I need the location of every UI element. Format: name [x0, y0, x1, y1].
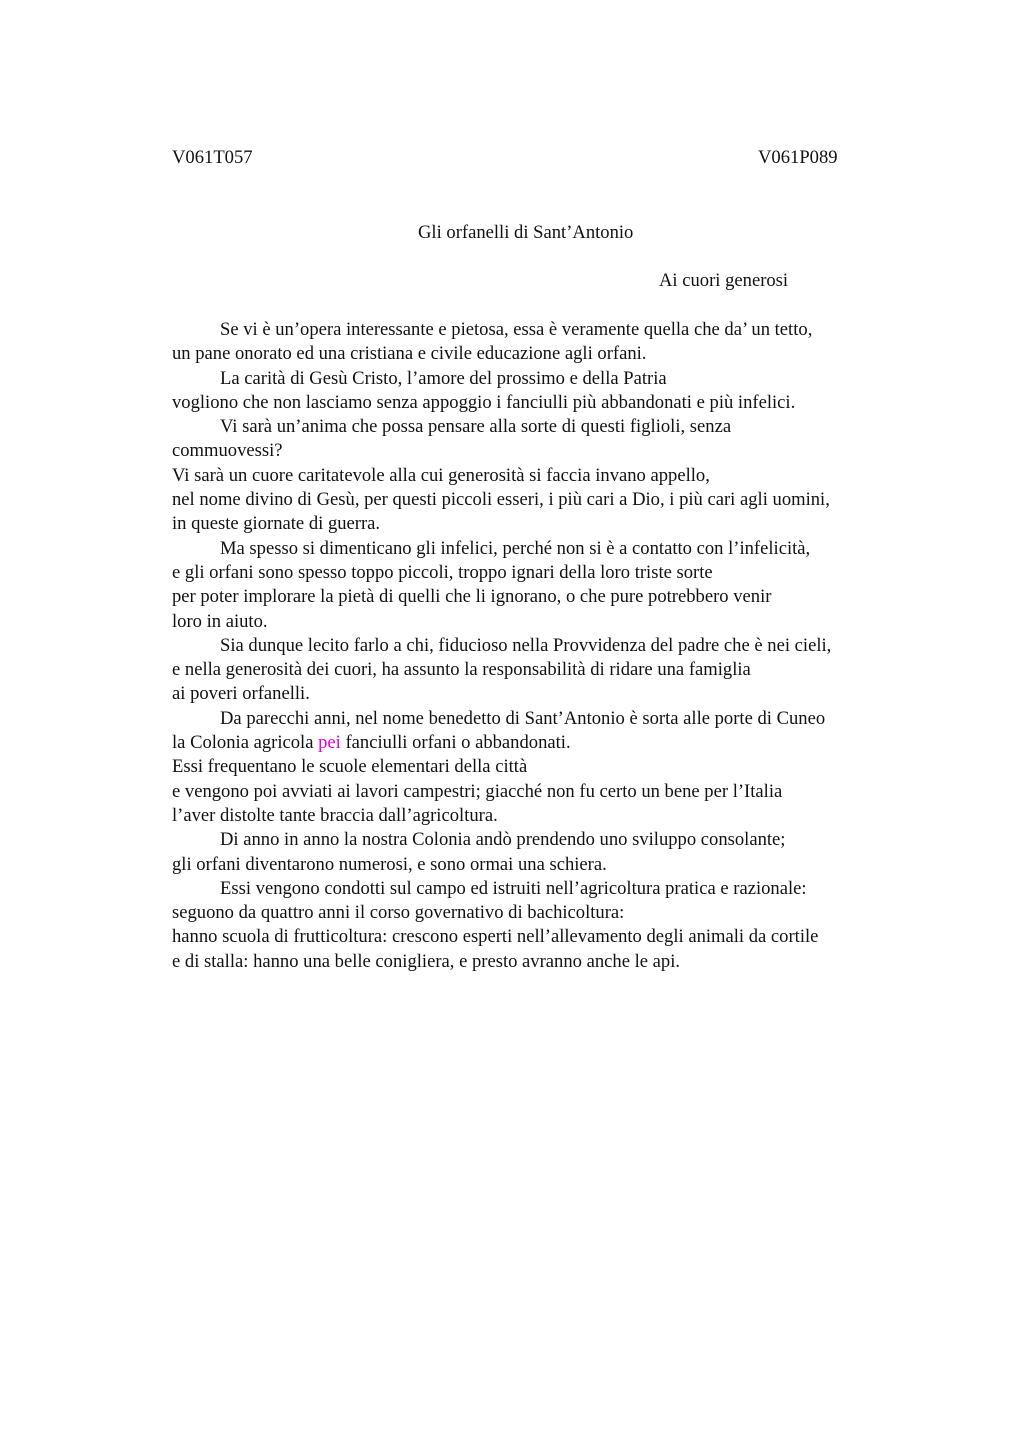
text-line: Vi sarà un’anima che possa pensare alla sorte di questi figlioli, senza: [220, 416, 732, 438]
highlighted-word: pei: [318, 732, 341, 754]
text-line: e di stalla: hanno una belle conigliera, e presto avranno anche le api.: [172, 950, 681, 972]
text-line: seguono da quattro anni il corso governativo di bachicoltura:: [172, 902, 625, 924]
text-line: La carità di Gesù Cristo, l’amore del prossimo e della Patria: [220, 367, 667, 389]
text-line-with-highlight: [172, 731, 932, 755]
text-line: Essi vengono condotti sul campo ed istruiti nell’agricoltura pratica e razionale:: [220, 877, 807, 899]
document-title: Gli orfanelli di Sant’Antonio: [418, 222, 634, 243]
dedication: Ai cuori generosi: [659, 270, 789, 291]
text-line: l’aver distolte tante braccia dall’agricoltura.: [172, 804, 498, 826]
text-line: vogliono che non lasciamo senza appoggio i fanciulli più abbandonati e più infelici.: [172, 391, 796, 413]
text-line: Se vi è un’opera interessante e pietosa, essa è veramente quella che da’ un tetto,: [220, 319, 813, 340]
text-line: Essi frequentano le scuole elementari della città: [172, 756, 528, 778]
text-line: e nella generosità dei cuori, ha assunto la responsabilità di ridare una famiglia: [172, 659, 751, 681]
text-line: Sia dunque lecito farlo a chi, fiducioso nella Provvidenza del padre che è nei cieli,: [220, 634, 832, 656]
text-line: in queste giornate di guerra.: [172, 513, 381, 535]
text-segment: fanciulli orfani o abbandonati.: [340, 732, 571, 754]
document-code-right: V061P089: [758, 147, 838, 168]
text-line: Ma spesso si dimenticano gli infelici, perché non si è a contatto con l’infelicità,: [220, 537, 811, 559]
text-line: e gli orfani sono spesso toppo piccoli, troppo ignari della loro triste sorte: [172, 561, 713, 583]
text-segment: la Colonia agricola: [172, 732, 319, 754]
text-line: un pane onorato ed una cristiana e civile educazione agli orfani.: [172, 343, 647, 365]
text-line: per poter implorare la pietà di quelli che li ignorano, o che pure potrebbero venir: [172, 586, 772, 608]
text-line: ai poveri orfanelli.: [172, 683, 310, 705]
text-line: Di anno in anno la nostra Colonia andò prendendo uno sviluppo consolante;: [220, 829, 786, 851]
text-line: commuovessi?: [172, 440, 283, 462]
text-line: e vengono poi avviati ai lavori campestri; giacché non fu certo un bene per l’Italia: [172, 780, 783, 802]
text-line: Vi sarà un cuore caritatevole alla cui generosità si faccia invano appello,: [172, 464, 710, 486]
text-line: hanno scuola di frutticoltura: crescono esperti nell’allevamento degli animali da cortile: [172, 926, 819, 948]
text-line: nel nome divino di Gesù, per questi piccoli esseri, i più cari a Dio, i più cari agli uomini,: [172, 489, 830, 511]
document-code-left: V061T057: [172, 147, 253, 168]
text-line: gli orfani diventarono numerosi, e sono ormai una schiera.: [172, 853, 607, 875]
body-text: [172, 318, 932, 974]
text-line: loro in aiuto.: [172, 610, 268, 632]
text-line: Da parecchi anni, nel nome benedetto di Sant’Antonio è sorta alle porte di Cuneo: [220, 707, 826, 729]
